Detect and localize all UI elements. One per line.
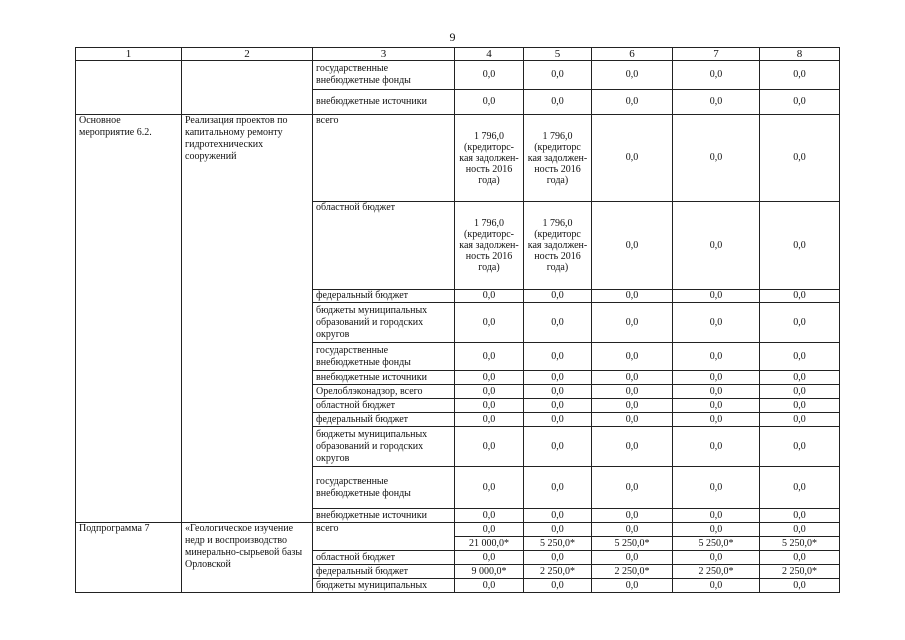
value-cell: 0,0 (760, 290, 840, 303)
funding-source: федеральный бюджет (313, 565, 455, 579)
funding-source: федеральный бюджет (313, 290, 455, 303)
table-row (76, 523, 840, 537)
funding-source: бюджеты муниципальных образований и городских округов (313, 427, 455, 467)
value-cell: 0,0 (760, 551, 840, 565)
value-cell: 0,0 (592, 551, 673, 565)
value-cell: 0,0 (760, 90, 840, 115)
value-cell: 0,0 (760, 115, 840, 202)
value-cell: 0,0 (455, 343, 524, 371)
value-cell: 0,0 (760, 399, 840, 413)
value-cell: 21 000,0* (455, 537, 524, 551)
value-cell: 0,0 (673, 61, 760, 90)
value-cell: 0,0 (524, 427, 592, 467)
value-cell: 0,0 (673, 385, 760, 399)
value-cell: 0,0 (760, 579, 840, 593)
value-cell: 0,0 (760, 509, 840, 523)
value-cell: 0,0 (673, 551, 760, 565)
value-cell: 0,0 (455, 523, 524, 537)
value-cell: 0,0 (455, 579, 524, 593)
value-cell: 0,0 (592, 371, 673, 385)
funding-source: внебюджетные источники (313, 371, 455, 385)
value-cell: 0,0 (455, 551, 524, 565)
value-cell: 0,0 (673, 523, 760, 537)
value-cell: 0,0 (592, 61, 673, 90)
funding-source: всего (313, 115, 455, 202)
value-cell: 0,0 (673, 413, 760, 427)
value-cell: 0,0 (524, 413, 592, 427)
value-cell: 0,0 (524, 467, 592, 509)
value-cell: 0,0 (524, 303, 592, 343)
value-cell: 0,0 (455, 290, 524, 303)
header-cell: 2 (182, 48, 313, 61)
value-cell: 0,0 (592, 290, 673, 303)
value-cell: 0,0 (592, 399, 673, 413)
value-cell: 0,0 (592, 115, 673, 202)
subprogram-title: Подпрограмма 7 (76, 523, 182, 593)
value-cell: 0,0 (760, 371, 840, 385)
value-cell: 0,0 (455, 371, 524, 385)
value-cell: 0,0 (673, 343, 760, 371)
funding-source: федеральный бюджет (313, 413, 455, 427)
funding-source: Орелоблэконадзор, всего (313, 385, 455, 399)
value-cell: 0,0 (673, 579, 760, 593)
value-cell: 0,0 (455, 427, 524, 467)
header-cell: 4 (455, 48, 524, 61)
value-cell: 0,0 (592, 427, 673, 467)
value-cell: 2 250,0* (524, 565, 592, 579)
funding-source: государственные внебюджетные фонды (313, 61, 455, 90)
value-cell: 0,0 (592, 343, 673, 371)
value-cell: 0,0 (760, 467, 840, 509)
value-cell: 0,0 (592, 579, 673, 593)
value-cell: 5 250,0* (673, 537, 760, 551)
header-cell: 7 (673, 48, 760, 61)
value-cell: 5 250,0* (760, 537, 840, 551)
measure-title: Основное мероприятие 6.2. (76, 115, 182, 523)
funding-source: областной бюджет (313, 399, 455, 413)
value-cell: 0,0 (673, 290, 760, 303)
value-cell: 0,0 (673, 303, 760, 343)
funding-source: государственные внебюджетные фонды (313, 343, 455, 371)
header-cell: 5 (524, 48, 592, 61)
value-cell: 1 796,0 (кредиторс кая задолжен-ность 2016 года) (524, 202, 592, 290)
value-cell: 0,0 (455, 90, 524, 115)
value-cell: 0,0 (455, 303, 524, 343)
value-cell: 5 250,0* (592, 537, 673, 551)
value-cell: 0,0 (524, 523, 592, 537)
value-cell: 0,0 (592, 385, 673, 399)
value-cell: 0,0 (524, 509, 592, 523)
subprogram-description: «Геологическое изучение недр и воспроизводство минерально-сырьевой базы Орловской (182, 523, 313, 593)
value-cell: 0,0 (455, 413, 524, 427)
header-cell: 6 (592, 48, 673, 61)
value-cell: 0,0 (524, 551, 592, 565)
header-row (76, 48, 840, 61)
funding-source: внебюджетные источники (313, 90, 455, 115)
value-cell: 0,0 (524, 61, 592, 90)
value-cell: 0,0 (673, 115, 760, 202)
funding-source: всего (313, 523, 455, 551)
value-cell: 0,0 (524, 371, 592, 385)
value-cell: 0,0 (455, 399, 524, 413)
page-number: 9 (449, 30, 456, 44)
value-cell: 0,0 (524, 579, 592, 593)
value-cell: 0,0 (455, 509, 524, 523)
value-cell: 0,0 (592, 467, 673, 509)
header-cell: 1 (76, 48, 182, 61)
value-cell: 0,0 (760, 343, 840, 371)
value-cell: 1 796,0 (кредиторс-кая задолжен-ность 2016 года) (455, 115, 524, 202)
value-cell: 9 000,0* (455, 565, 524, 579)
funding-source: государственные внебюджетные фонды (313, 467, 455, 509)
measure-description: Реализация проектов по капитальному ремонту гидротехнических сооружений (182, 115, 313, 523)
value-cell: 2 250,0* (673, 565, 760, 579)
funding-source: областной бюджет (313, 551, 455, 565)
value-cell: 1 796,0 (кредиторс-кая задолжен-ность 2016 года) (455, 202, 524, 290)
blank-cell (76, 61, 182, 115)
value-cell: 0,0 (455, 61, 524, 90)
value-cell: 0,0 (760, 303, 840, 343)
value-cell: 0,0 (524, 290, 592, 303)
value-cell: 1 796,0 (кредиторс кая задолжен-ность 2016 года) (524, 115, 592, 202)
value-cell: 0,0 (760, 61, 840, 90)
value-cell: 0,0 (592, 413, 673, 427)
value-cell: 0,0 (455, 385, 524, 399)
value-cell: 0,0 (455, 467, 524, 509)
value-cell: 0,0 (673, 427, 760, 467)
value-cell: 0,0 (592, 303, 673, 343)
value-cell: 0,0 (524, 385, 592, 399)
funding-source: бюджеты муниципальных образований и городских округов (313, 303, 455, 343)
value-cell: 0,0 (592, 90, 673, 115)
value-cell: 0,0 (592, 202, 673, 290)
value-cell: 0,0 (524, 90, 592, 115)
funding-source: внебюджетные источники (313, 509, 455, 523)
header-cell: 3 (313, 48, 455, 61)
budget-table (75, 47, 840, 593)
value-cell: 0,0 (760, 413, 840, 427)
funding-source: областной бюджет (313, 202, 455, 290)
value-cell: 0,0 (524, 343, 592, 371)
value-cell: 0,0 (673, 202, 760, 290)
value-cell: 2 250,0* (592, 565, 673, 579)
blank-cell (182, 61, 313, 115)
value-cell: 2 250,0* (760, 565, 840, 579)
value-cell: 0,0 (673, 467, 760, 509)
value-cell: 0,0 (673, 90, 760, 115)
value-cell: 0,0 (760, 385, 840, 399)
header-cell: 8 (760, 48, 840, 61)
value-cell: 5 250,0* (524, 537, 592, 551)
value-cell: 0,0 (673, 371, 760, 385)
funding-source: бюджеты муниципальных (313, 579, 455, 593)
value-cell: 0,0 (760, 427, 840, 467)
value-cell: 0,0 (760, 523, 840, 537)
value-cell: 0,0 (673, 509, 760, 523)
value-cell: 0,0 (760, 202, 840, 290)
table-row (76, 115, 840, 202)
value-cell: 0,0 (524, 399, 592, 413)
value-cell: 0,0 (592, 523, 673, 537)
value-cell: 0,0 (673, 399, 760, 413)
table-row (76, 61, 840, 90)
value-cell: 0,0 (592, 509, 673, 523)
